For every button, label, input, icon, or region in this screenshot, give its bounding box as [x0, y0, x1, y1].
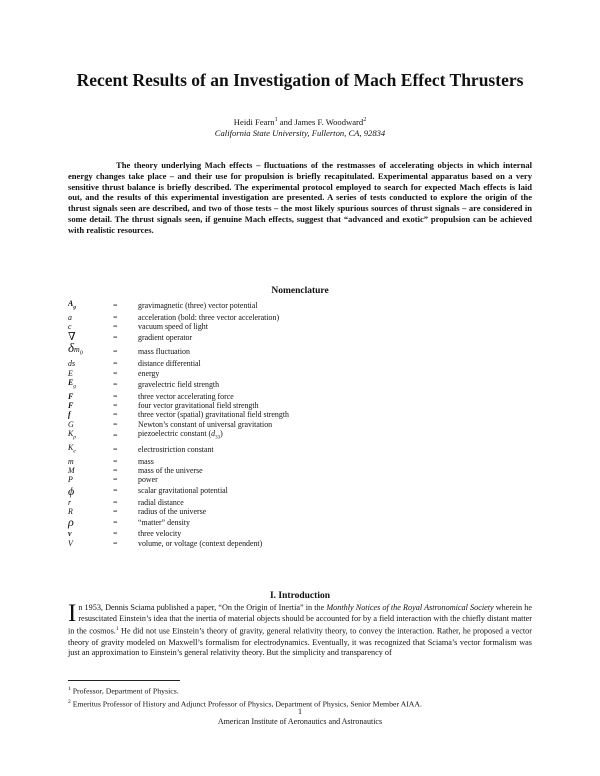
- footnotes: [68, 684, 538, 709]
- nomenclature-equals: =: [113, 401, 118, 411]
- nomenclature-description: vacuum speed of light: [138, 322, 208, 332]
- intro-text-2: wherein he resuscitated Einstein’s idea that the inertia of material objects should be accounted for by a field interaction with the chiefly distant matter in the cosmos.: [68, 603, 532, 636]
- abstract: The theory underlying Mach effects – fluctuations of the restmasses of accelerating objects in which internal energy changes take place – and their use for propulsion is briefly recapitulated. Experimental apparatus based on a very sensitive thrust balance is briefly described. The experimental protocol employed to search for expected Mach effects is laid out, and the results of this experimental investigation are presented. A series of tests conducted to explore the origin of the thrust signals seen are described, and two of those tests – the most likely spurious sources of thrust signals – are considered in some detail. The thrust signals seen, if genuine Mach effects, suggest that “advanced and exotic” propulsion can be achieved with realistic resources.: [68, 160, 532, 235]
- nomenclature-row: [68, 331, 538, 343]
- nomenclature-description: piezoelectric constant $(d_{33})$: [138, 429, 223, 441]
- nomenclature-symbol: a: [68, 312, 72, 322]
- nomenclature-row: [68, 485, 538, 498]
- footnote-1-text: Professor, Department of Physics.: [72, 686, 179, 696]
- nomenclature-row: [68, 369, 538, 378]
- nomenclature-body: [68, 299, 538, 548]
- nomenclature-equals: =: [113, 506, 118, 516]
- author-1: Heidi Fearn: [233, 116, 275, 127]
- nomenclature-symbol: V: [68, 538, 73, 548]
- journal-name: Monthly Notices of the Royal Astronomical Society: [326, 603, 494, 612]
- nomenclature-symbol: M: [68, 466, 75, 476]
- nomenclature-equals: =: [113, 380, 118, 390]
- nomenclature-row: [68, 343, 538, 359]
- footnote-1: [68, 684, 538, 697]
- nomenclature-equals: =: [113, 538, 118, 548]
- nomenclature-table: [68, 299, 538, 548]
- author-2-footnote-mark: 2: [363, 117, 367, 123]
- nomenclature-description: three vector (spatial) gravitational field strength: [138, 410, 289, 420]
- nomenclature-row: [68, 378, 538, 392]
- nomenclature-description: mass of the universe: [138, 466, 203, 476]
- nomenclature-row: [68, 498, 538, 507]
- nomenclature-symbol: m: [68, 456, 74, 466]
- nomenclature-symbol: F: [68, 401, 74, 411]
- nomenclature-equals: =: [113, 391, 118, 401]
- nomenclature-equals: =: [113, 368, 118, 378]
- nomenclature-equals: =: [113, 431, 118, 441]
- footnote-2-mark: 2: [68, 698, 71, 705]
- nomenclature-symbol: G: [68, 419, 74, 429]
- footer-organization: American Institute of Aeronautics and Astronautics: [217, 717, 383, 726]
- nomenclature-symbol: f: [68, 410, 71, 420]
- nomenclature-equals: =: [113, 419, 118, 429]
- nomenclature-symbol: c: [68, 322, 72, 332]
- nomenclature-description: power: [138, 475, 158, 485]
- nomenclature-description: radial distance: [138, 497, 184, 507]
- nomenclature-row: [68, 443, 538, 457]
- nomenclature-row: [68, 322, 538, 331]
- nomenclature-description: electrostriction constant: [138, 445, 214, 455]
- nomenclature-row: [68, 466, 538, 475]
- nomenclature-row: [68, 529, 538, 538]
- nomenclature-symbol: E: [68, 368, 73, 378]
- author-joiner: and: [277, 116, 295, 127]
- page-number: 1: [298, 707, 302, 716]
- nomenclature-equals: =: [113, 456, 118, 466]
- nomenclature-description: Newton’s constant of universal gravitation: [138, 419, 273, 429]
- nomenclature-symbol: $K_e$: [68, 442, 76, 455]
- author-line: [0, 115, 600, 128]
- nomenclature-row: [68, 475, 538, 484]
- nomenclature-heading: Nomenclature: [271, 286, 329, 296]
- nomenclature-description: three velocity: [138, 529, 182, 539]
- introduction-paragraph: [68, 600, 532, 659]
- nomenclature-equals: =: [113, 529, 118, 539]
- nomenclature-equals: =: [113, 410, 118, 420]
- nomenclature-description: mass: [138, 456, 154, 466]
- nomenclature-equals: =: [113, 518, 118, 528]
- nomenclature-row: [68, 392, 538, 401]
- nomenclature-row: [68, 516, 538, 529]
- nomenclature-equals: =: [113, 497, 118, 507]
- nomenclature-row: [68, 410, 538, 419]
- nomenclature-row: [68, 539, 538, 548]
- nomenclature-description: energy: [138, 368, 160, 378]
- section-heading-introduction: I. Introduction: [269, 591, 330, 601]
- nomenclature-symbol: v: [68, 529, 72, 539]
- footnote-ref: 1: [115, 626, 119, 633]
- nomenclature-symbol: ∇: [68, 330, 76, 343]
- nomenclature-equals: =: [113, 322, 118, 332]
- footnote-1-mark: 1: [68, 686, 71, 692]
- nomenclature-row: [68, 313, 538, 322]
- nomenclature-symbol: ds: [68, 359, 76, 369]
- nomenclature-symbol: P: [68, 475, 73, 485]
- affiliation: California State University, Fullerton, CA, 92834: [214, 127, 386, 138]
- paper-title: Recent Results of an Investigation of Mach Effect Thrusters: [76, 70, 524, 90]
- nomenclature-equals: =: [113, 312, 118, 322]
- nomenclature-symbol: $K_p$: [68, 429, 77, 441]
- nomenclature-symbol: $A_g$: [68, 299, 77, 311]
- nomenclature-description: acceleration (bold: three vector acceleration): [138, 312, 280, 322]
- nomenclature-equals: =: [113, 445, 118, 455]
- nomenclature-row: [68, 429, 538, 443]
- nomenclature-description: radius of the universe: [138, 506, 207, 516]
- nomenclature-description: “matter” density: [138, 518, 190, 528]
- nomenclature-description: gravimagnetic (three) vector potential: [138, 301, 258, 311]
- author-block: [0, 115, 600, 139]
- nomenclature-symbol: ϕ: [68, 483, 75, 498]
- nomenclature-symbol: $E_g$: [68, 377, 77, 390]
- footnote-2-text: Emeritus Professor of History and Adjunct Professor of Physics, Department of Physics, Senior Member AIAA.: [72, 699, 423, 709]
- intro-text-1: n 1953, Dennis Sciama published a paper, “On the Origin of Inertia” in the: [78, 603, 327, 612]
- author-1-footnote-mark: 1: [274, 117, 278, 123]
- nomenclature-row: [68, 299, 538, 313]
- nomenclature-equals: =: [113, 466, 118, 476]
- nomenclature-row: [68, 457, 538, 466]
- nomenclature-description: gravelectric field strength: [138, 380, 220, 390]
- nomenclature-description: four vector gravitational field strength: [138, 401, 259, 411]
- nomenclature-symbol: $\delta m_0$: [68, 340, 83, 358]
- intro-text-3: He did not use Einstein’s theory of gravity, general relativity theory, to convey the interaction. Rather, he proposed a vector theory of gravity modeled on Maxwell’s formalism for electrodynamics. Eventually, it was recognized that Sciama’s vector formalism was just an approximation to Einstein’s general relativity theory. But the simplicity and transparency of: [68, 626, 532, 658]
- nomenclature-equals: =: [113, 346, 118, 356]
- nomenclature-row: [68, 401, 538, 410]
- nomenclature-description: scalar gravitational potential: [138, 486, 228, 496]
- nomenclature-equals: =: [113, 301, 118, 311]
- footnote-divider: [68, 680, 180, 681]
- nomenclature-description: mass fluctuation: [138, 346, 190, 356]
- nomenclature-equals: =: [113, 332, 118, 342]
- nomenclature-symbol: ρ: [68, 515, 74, 530]
- nomenclature-symbol: r: [68, 497, 72, 507]
- nomenclature-equals: =: [113, 475, 118, 485]
- nomenclature-row: [68, 420, 538, 429]
- nomenclature-row: [68, 359, 538, 368]
- drop-cap: I: [68, 600, 77, 627]
- nomenclature-symbol: R: [68, 506, 73, 516]
- author-2: James F. Woodward: [294, 116, 364, 127]
- nomenclature-equals: =: [113, 486, 118, 496]
- nomenclature-description: distance differential: [138, 359, 201, 369]
- nomenclature-row: [68, 507, 538, 516]
- nomenclature-description: three vector accelerating force: [138, 391, 234, 401]
- nomenclature-equals: =: [113, 359, 118, 369]
- nomenclature-symbol: F: [68, 391, 74, 401]
- nomenclature-description: volume, or voltage (context dependent): [138, 538, 263, 548]
- nomenclature-description: gradient operator: [138, 332, 193, 342]
